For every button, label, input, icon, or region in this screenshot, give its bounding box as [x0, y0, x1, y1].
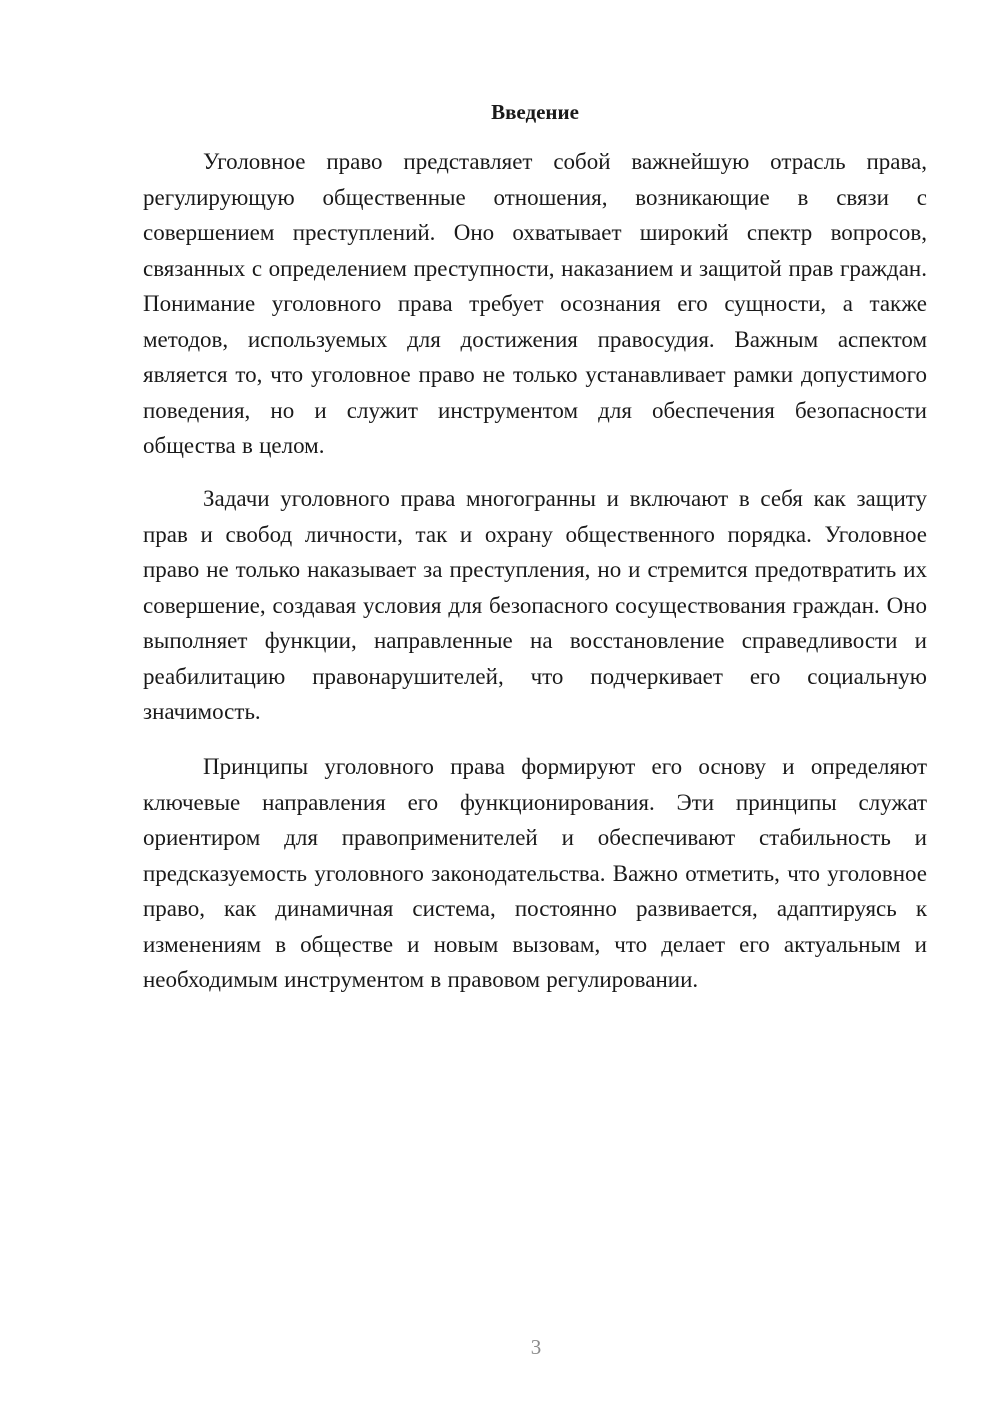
paragraph-1: Уголовное право представляет собой важнейшую отрасль права, регулирующую общественные отношения, возникающие в связи с совершением преступлений. Оно охватывает широкий спектр вопросов, связанных с определением преступности, наказанием и защитой прав граждан. Понимание уголовного права требует осознания его сущности, а также методов, используемых для достижения правосудия. Важным аспектом является то, что уголовное право не только устанавливает рамки допустимого поведения, но и служит инструментом для обеспечения безопасности общества в целом.	[143, 149, 927, 458]
paragraph-2: Задачи уголовного права многогранны и включают в себя как защиту прав и свобод личности, так и охрану общественного порядка. Уголовное право не только наказывает за преступления, но и стремится предотвратить их совершение, создавая условия для безопасного сосуществования граждан. Оно выполняет функции, направленные на восстановление справедливости и реабилитацию правонарушителей, что подчеркивает его социальную значимость.	[143, 486, 927, 724]
page-number: 3	[530, 1335, 542, 1359]
section-title: Введение	[491, 100, 579, 124]
paragraph-3: Принципы уголовного права формируют его основу и определяют ключевые направления его функционирования. Эти принципы служат ориентиром для правоприменителей и обеспечивают стабильность и предсказуемость уголовного законодательства. Важно отметить, что уголовное право, как динамичная система, постоянно развивается, адаптируясь к изменениям в обществе и новым вызовам, что делает его актуальным и необходимым инструментом в правовом регулировании.	[143, 754, 927, 992]
